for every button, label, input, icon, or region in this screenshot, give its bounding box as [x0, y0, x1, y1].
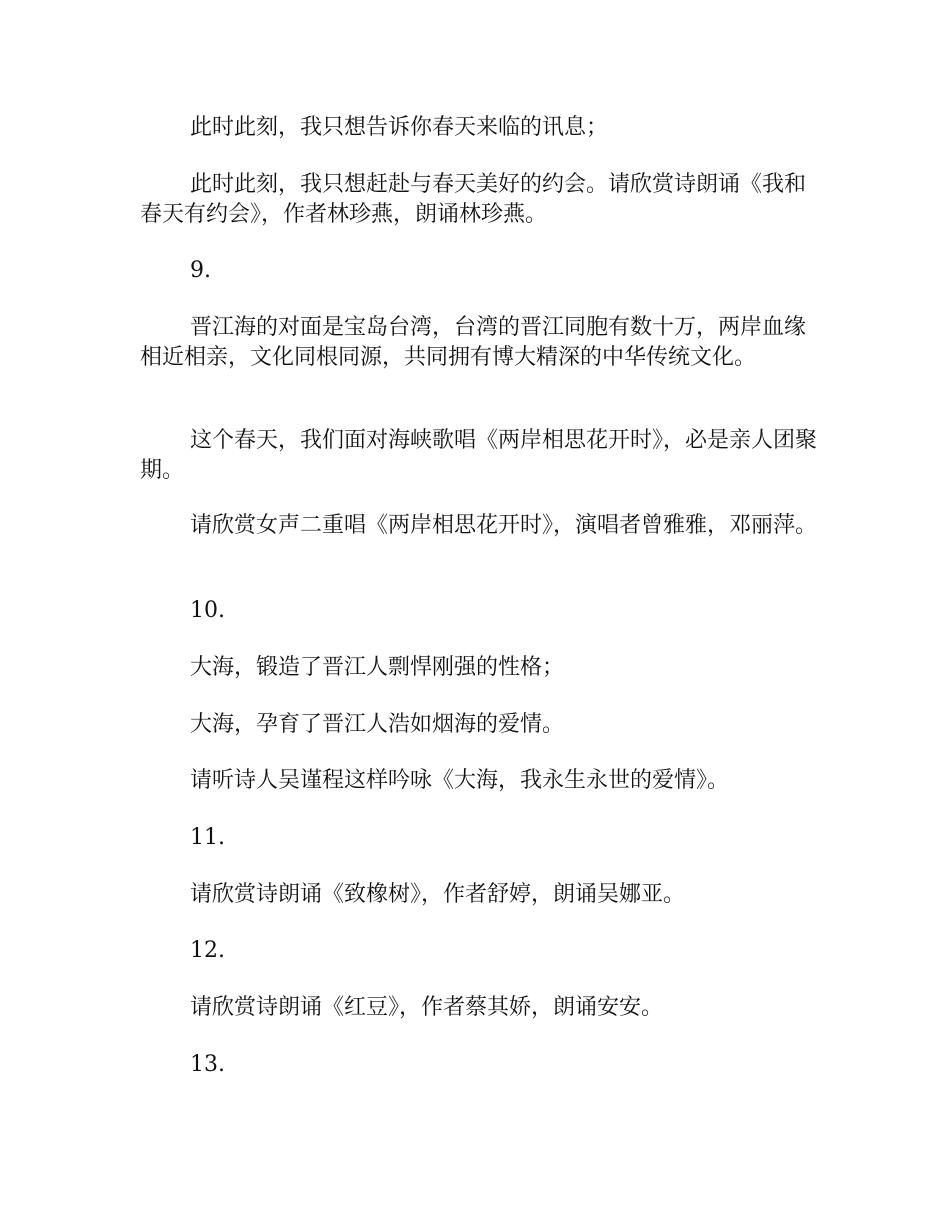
paragraph-sea-love: 大海，孕育了晋江人浩如烟海的爱情。 [190, 712, 565, 737]
section-number-12: 12. [190, 938, 225, 963]
section-number-13: 13. [190, 1052, 225, 1077]
section-number-11: 11. [190, 825, 225, 850]
paragraph-spring-message: 此时此刻，我只想告诉你春天来临的讯息； [190, 115, 609, 140]
paragraph-red-bean: 请欣赏诗朗诵《红豆》，作者蔡其娇，朗诵安安。 [190, 995, 664, 1020]
section-number-10: 10. [190, 598, 225, 623]
paragraph-taiwan-strait: 晋江海的对面是宝岛台湾，台湾的晋江同胞有数十万，两岸血缘相近相亲，文化同根同源，共同拥有博大精深的中华传统文化。 [140, 315, 807, 370]
paragraph-spring-appointment: 此时此刻，我只想赶赴与春天美好的约会。请欣赏诗朗诵《我和春天有约会》，作者林珍燕，朗诵林珍燕。 [140, 172, 807, 227]
paragraph-female-duet: 请欣赏女声二重唱《两岸相思花开时》，演唱者曾雅雅，邓丽萍。 [190, 513, 818, 538]
paragraph-sea-character: 大海，锻造了晋江人剽悍刚强的性格； [190, 655, 565, 680]
section-number-9: 9. [190, 258, 211, 283]
paragraph-to-the-oak: 请欣赏诗朗诵《致橡树》，作者舒婷，朗诵吴娜亚。 [190, 882, 686, 907]
paragraph-sing-to-strait: 这个春天，我们面对海峡歌唱《两岸相思花开时》，必是亲人团聚期。 [140, 428, 818, 483]
paragraph-poet-recital: 请听诗人吴谨程这样吟咏《大海，我永生永世的爱情》。 [190, 768, 730, 793]
